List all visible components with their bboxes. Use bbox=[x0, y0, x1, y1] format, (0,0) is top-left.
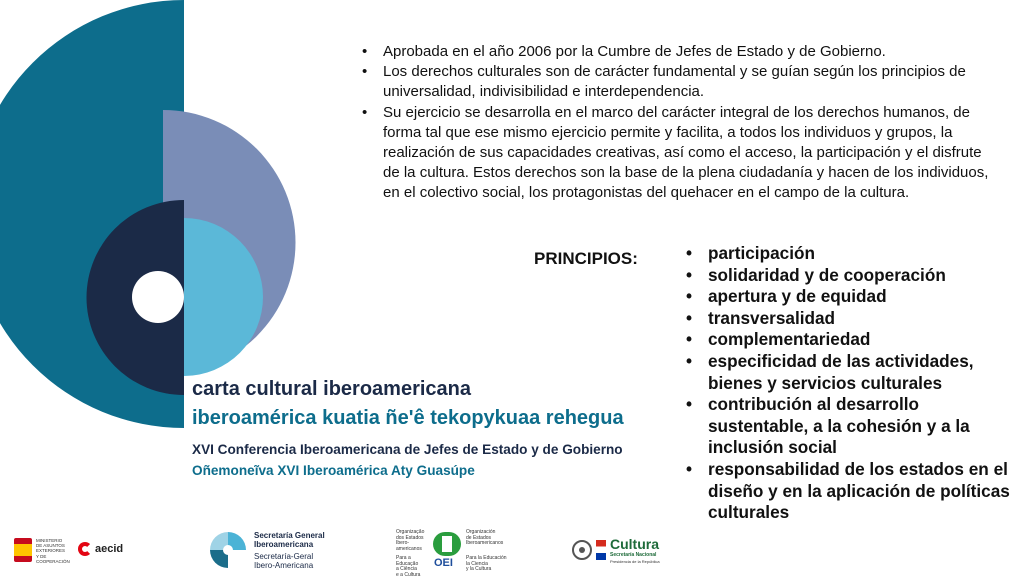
oei-left-text: Ibero-americanos bbox=[396, 541, 430, 552]
segib-emblem-icon bbox=[208, 530, 248, 570]
oei-right-subtext: la Ciencia bbox=[466, 562, 514, 568]
principle-item: • responsabilidad de los estados en el diseño y en la aplicación de políticas culturales bbox=[686, 459, 1016, 524]
oei-emblem-cross bbox=[442, 536, 452, 552]
intro-bullet-list bbox=[358, 42, 998, 204]
segib-name-pt: Secretaría-Geral bbox=[254, 552, 313, 561]
principle-item: • participación bbox=[686, 243, 1016, 265]
document-title-guarani: iberoamérica kuatia ñe'ê tekopykuaa rehegua bbox=[192, 407, 624, 430]
oei-left-subtext: Para a Educação bbox=[396, 556, 430, 567]
principle-item: • complementariedad bbox=[686, 329, 1016, 351]
carta-cultural-logo-graphic bbox=[0, 0, 300, 430]
principle-item: • especificidad de las actividades, bienes y servicios culturales bbox=[686, 351, 1016, 394]
conference-name-guarani: Oñemoneĩva XVI Iberoamérica Aty Guasúpe bbox=[192, 463, 475, 478]
oei-right-subtext: y la Cultura bbox=[466, 567, 514, 573]
ministerio-text-line: DE ASUNTOS bbox=[36, 543, 78, 548]
aecid-logo bbox=[76, 536, 124, 566]
cultura-subtitle-2: Presidencia de la República bbox=[610, 559, 660, 565]
oei-left-subtext: a Ciência bbox=[396, 567, 430, 573]
oei-left-text: dos Estados bbox=[396, 536, 430, 542]
oei-logo bbox=[396, 530, 516, 574]
paraguay-seal-icon bbox=[572, 540, 592, 560]
aecid-c-icon bbox=[78, 542, 92, 556]
principles-list bbox=[686, 243, 1016, 524]
cultura-subtitle: Secretaría Nacional bbox=[610, 553, 656, 559]
segib-name-pt: Ibero-Americana bbox=[254, 561, 313, 570]
conference-name: XVI Conferencia Iberoamericana de Jefes de Estado y de Gobierno bbox=[192, 442, 623, 457]
ministerio-text-line: Y DE COOPERACIÓN bbox=[36, 554, 78, 564]
paraguay-shield-icon bbox=[596, 540, 606, 560]
principle-item: • solidaridad y de cooperación bbox=[686, 265, 1016, 287]
segib-name-es: Secretaría General bbox=[254, 531, 325, 540]
cultura-logo bbox=[570, 536, 666, 568]
oei-left-subtext: e a Cultura bbox=[396, 573, 430, 578]
logo-white-center bbox=[132, 271, 184, 323]
segib-logo bbox=[208, 528, 328, 572]
ministerio-text-line: EXTERIORES bbox=[36, 548, 78, 553]
segib-name-es: Iberoamericana bbox=[254, 540, 325, 549]
ministerio-text-line: MINISTERIO bbox=[36, 538, 78, 543]
intro-bullet: • Su ejercicio se desarrolla en el marco del carácter integral de los derechos humanos, de forma tal que ese mismo ejercicio permite y facilita, a todos los individuos y grupos, la realización de sus capacidades creativas, así como el acceso, la participación y el disfrute de la cultura. Estos derechos son la base de la plena ciudadanía y hacen de los individuos, en el colectivo social, los protagonistas del quehacer en el campo de la cultura. bbox=[358, 103, 998, 204]
oei-right-subtext: Para la Educación bbox=[466, 556, 514, 562]
spain-coat-of-arms-icon bbox=[14, 538, 32, 562]
intro-bullet: • Aprobada en el año 2006 por la Cumbre de Jefes de Estado y de Gobierno. bbox=[358, 42, 998, 62]
principle-item: • contribución al desarrollo sustentable, a la cohesión y a la inclusión social bbox=[686, 394, 1016, 459]
cultura-wordmark: Cultura bbox=[610, 536, 659, 552]
oei-right-text: Iberoamericanos bbox=[466, 541, 514, 547]
ministerio-logo bbox=[14, 536, 76, 566]
intro-bullet: • Los derechos culturales son de carácter fundamental y se guían según los principios de universalidad, indivisibilidad e interdependencia. bbox=[358, 62, 998, 102]
oei-wordmark: OEI bbox=[434, 557, 453, 569]
principios-heading: PRINCIPIOS: bbox=[534, 249, 638, 269]
oei-right-text: Organización bbox=[466, 530, 514, 536]
principle-item: • transversalidad bbox=[686, 308, 1016, 330]
oei-right-text: de Estados bbox=[466, 536, 514, 542]
principle-item: • apertura y de equidad bbox=[686, 286, 1016, 308]
oei-left-text: Organização bbox=[396, 530, 430, 536]
document-title: carta cultural iberoamericana bbox=[192, 378, 471, 401]
aecid-wordmark: aecid bbox=[95, 543, 123, 555]
